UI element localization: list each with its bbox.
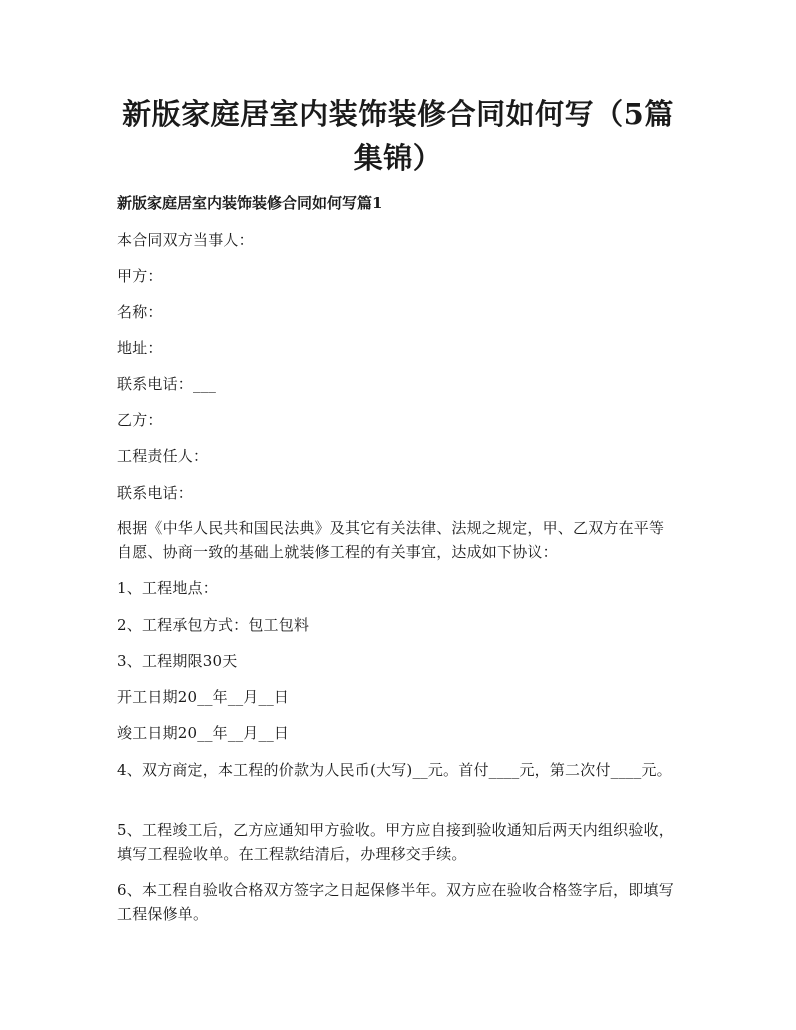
document-title (100, 92, 696, 180)
title-line-1: 新版家庭居室内装饰装修合同如何写（5篇 (122, 97, 674, 131)
paragraph-party-a: 甲方： (117, 267, 163, 285)
paragraph-project-manager: 工程责任人： (117, 447, 209, 465)
paragraph-name: 名称： (117, 303, 163, 321)
paragraph-clause-4: 4、双方商定，本工程的价款为人民币(大写)__元。首付____元，第二次付____元。 (117, 761, 672, 779)
title-line-2: 集锦） (353, 141, 443, 175)
paragraph-phone-a: 联系电话：___ (117, 375, 217, 393)
paragraph-clause-3: 3、工程期限30天 (117, 652, 238, 670)
paragraph-party-b: 乙方： (117, 411, 163, 429)
paragraph-address: 地址： (117, 339, 163, 357)
paragraph-clause-5: 5、工程竣工后，乙方应通知甲方验收。甲方应自接到验收通知后两天内组织验收，填写工程验收单。在工程款结清后，办理移交手续。 (117, 821, 674, 863)
paragraph-legal-basis: 根据《中华人民共和国民法典》及其它有关法律、法规之规定，甲、乙双方在平等自愿、协商一致的基础上就装修工程的有关事宜，达成如下协议： (117, 519, 665, 561)
paragraph-phone-b: 联系电话： (117, 484, 194, 502)
paragraph-clause-1: 1、工程地点： (117, 579, 218, 597)
section-heading: 新版家庭居室内装饰装修合同如何写篇1 (117, 194, 383, 212)
paragraph-clause-2: 2、工程承包方式：包工包料 (117, 616, 310, 634)
paragraph-start-date: 开工日期20__年__月__日 (117, 688, 290, 706)
paragraph-end-date: 竣工日期20__年__月__日 (117, 724, 290, 742)
paragraph-clause-6: 6、本工程自验收合格双方签字之日起保修半年。双方应在验收合格签字后，即填写工程保修单。 (117, 881, 674, 923)
paragraph-parties: 本合同双方当事人： (117, 231, 254, 249)
